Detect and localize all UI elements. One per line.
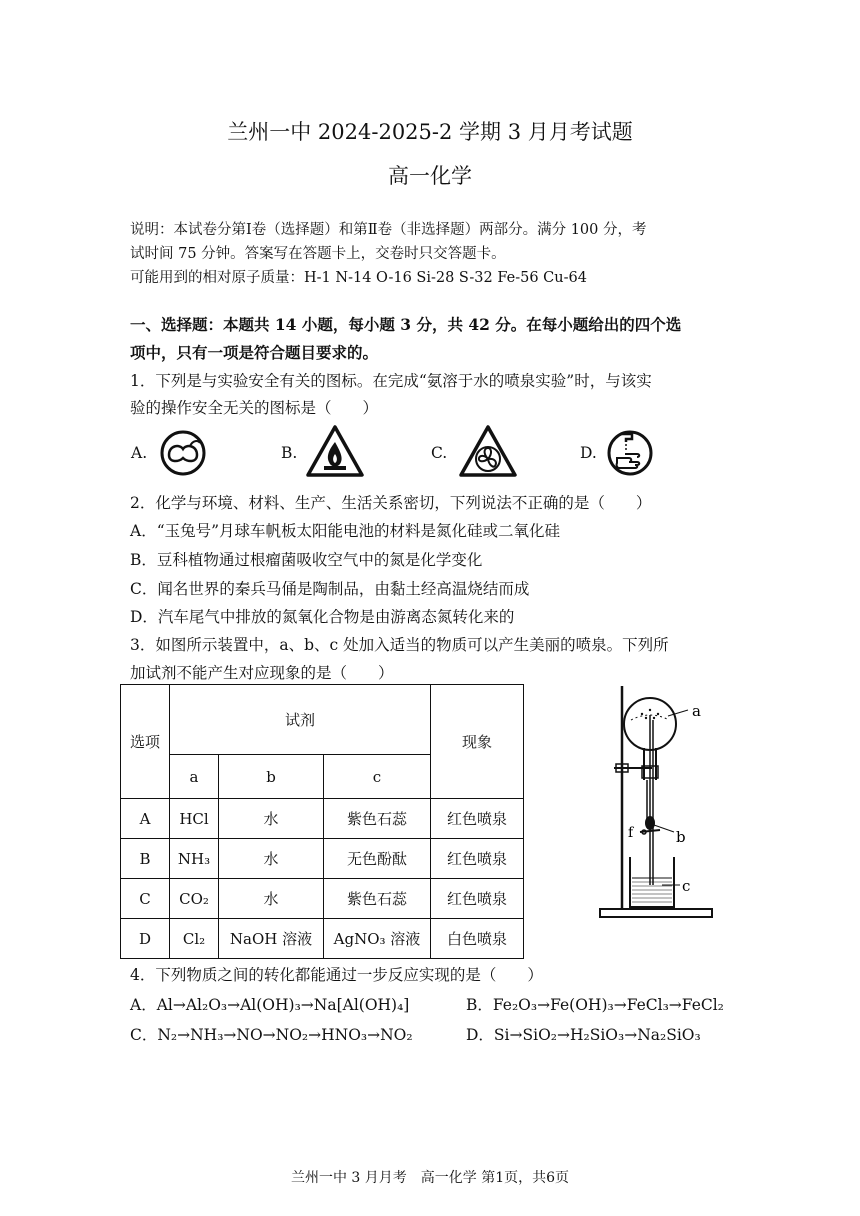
q4-option-d: D．Si→SiO₂→H₂SiO₃→Na₂SiO₃ [466,1026,701,1044]
q4-option-c: C．N₂→NH₃→NO→NO₂→HNO₃→NO₂ [130,1026,413,1044]
q2-stem: 2．化学与环境、材料、生产、生活关系密切，下列说法不正确的是（ ） [130,494,652,512]
row-option: C [121,879,170,919]
q4-option-a: A．Al→Al₂O₃→Al(OH)₃→Na[Al(OH)₄] [130,996,410,1014]
q2-option-d: D．汽车尾气中排放的氮氧化合物是由游离态氮转化来的 [130,608,515,626]
row-b: 水 [219,799,324,839]
row-option: D [121,919,170,959]
row-c: AgNO₃ 溶液 [324,919,431,959]
row-b: 水 [219,879,324,919]
row-phenomenon: 红色喷泉 [431,799,524,839]
q2-option-a: A．“玉兔号”月球车帆板太阳能电池的材料是氮化硅或二氧化硅 [130,522,561,540]
hand-wash-icon [607,430,653,476]
row-a: HCl [170,799,219,839]
q2-option-c: C．闻名世界的秦兵马俑是陶制品，由黏土经高温烧结而成 [130,580,530,598]
q1-stem-line-1: 1．下列是与实验安全有关的图标。在完成“氨溶于水的喷泉实验”时，与该实 [130,372,652,390]
diagram-label-c: c [682,877,691,895]
row-c: 无色酚酞 [324,839,431,879]
exam-title: 兰州一中 2024-2025-2 学期 3 月月考试题 [227,120,633,144]
row-a: Cl₂ [170,919,219,959]
q1-option-b-label: B. [281,444,298,462]
flame-warning-icon [305,424,365,478]
goggles-icon [160,430,206,476]
q2-option-b: B．豆科植物通过根瘤菌吸收空气中的氮是化学变化 [130,551,483,569]
row-a: CO₂ [170,879,219,919]
row-option: B [121,839,170,879]
q1-option-d-label: D. [580,444,597,462]
diagram-label-a: a [692,702,701,720]
table-row [121,919,524,959]
table-row [121,799,524,839]
fountain-apparatus-diagram [592,680,722,925]
page-footer: 兰州一中 3 月月考 高一化学 第1页，共6页 [290,1170,570,1186]
table-header-option: 选项 [121,685,170,799]
row-c: 紫色石蕊 [324,879,431,919]
row-b: 水 [219,839,324,879]
q3-stem-line-2: 加试剂不能产生对应现象的是（ ） [130,664,394,682]
row-option: A [121,799,170,839]
q4-stem: 4．下列物质之间的转化都能通过一步反应实现的是（ ） [130,966,543,984]
diagram-label-f: f [628,825,634,841]
q3-stem-line-1: 3．如图所示装置中，a、b、c 处加入适当的物质可以产生美丽的喷泉。下列所 [130,636,669,654]
table-header-c: c [324,755,431,799]
q1-option-c-label: C. [431,444,448,462]
table-header-phenomenon: 现象 [431,685,524,799]
row-phenomenon: 红色喷泉 [431,879,524,919]
row-a: NH₃ [170,839,219,879]
row-b: NaOH 溶液 [219,919,324,959]
table-header-reagent: 试剂 [170,685,431,755]
table-row [121,839,524,879]
q1-option-a-label: A. [131,444,148,462]
diagram-label-b: b [676,828,686,846]
q1-stem-line-2: 验的操作安全无关的图标是（ ） [130,399,379,417]
table-row [121,879,524,919]
q3-reagent-table [120,684,524,959]
row-c: 紫色石蕊 [324,799,431,839]
table-header-a: a [170,755,219,799]
table-header-b: b [219,755,324,799]
instructions-line-1: 说明：本试卷分第Ⅰ卷（选择题）和第Ⅱ卷（非选择题）两部分。满分 100 分，考 [130,222,647,238]
section-heading-line-1: 一、选择题：本题共 14 小题，每小题 3 分，共 42 分。在每小题给出的四个选 [130,315,682,334]
q4-option-b: B．Fe₂O₃→Fe(OH)₃→FeCl₃→FeCl₂ [466,996,724,1014]
row-phenomenon: 红色喷泉 [431,839,524,879]
instructions-line-2: 试时间 75 分钟。答案写在答题卡上，交卷时只交答题卡。 [130,246,506,262]
subject-title: 高一化学 [388,164,472,188]
fan-ventilation-icon [458,424,518,478]
section-heading-line-2: 项中，只有一项是符合题目要求的。 [130,343,379,362]
atomic-mass-line: 可能用到的相对原子质量：H-1 N-14 O-16 Si-28 S-32 Fe-56 Cu-64 [130,270,587,286]
row-phenomenon: 白色喷泉 [431,919,524,959]
